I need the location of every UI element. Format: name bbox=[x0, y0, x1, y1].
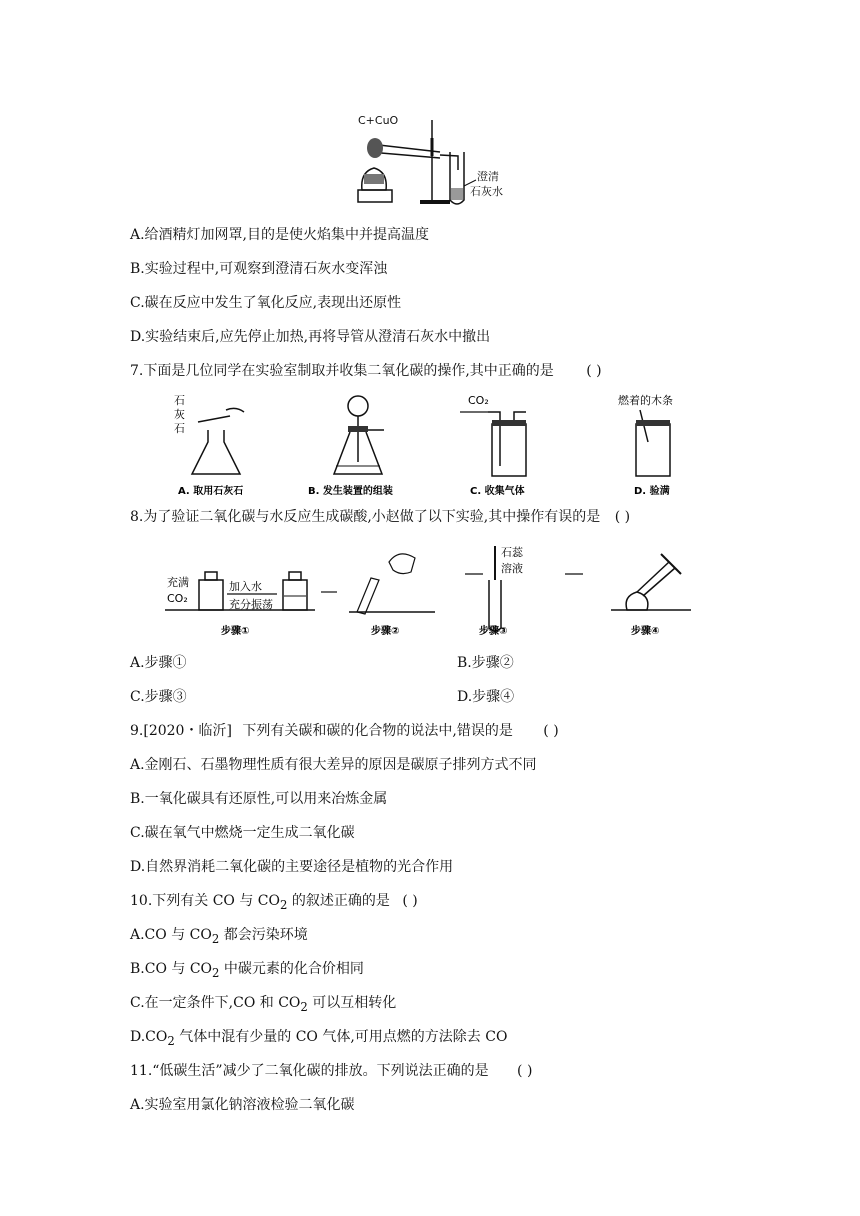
q10-stem-subscript: 2 bbox=[280, 897, 288, 912]
caption-d: D. 验满 bbox=[634, 486, 670, 497]
q9-option-a: A.金刚石、石墨物理性质有很大差异的原因是碳原子排列方式不同 bbox=[130, 757, 537, 773]
q8-option-a: A.步骤① bbox=[130, 655, 187, 671]
q11-stem bbox=[130, 1062, 532, 1080]
limewater-label-2: 石灰水 bbox=[470, 185, 503, 198]
q9-stem bbox=[130, 722, 559, 740]
co2-operations-figure bbox=[170, 392, 700, 502]
limestone-label-3: 石 bbox=[174, 422, 185, 435]
q10-option-d bbox=[130, 1028, 507, 1050]
limestone-label-2: 灰 bbox=[174, 408, 185, 421]
q10-answer-paren: ( ) bbox=[402, 893, 418, 909]
burning-stick-label: 燃着的木条 bbox=[618, 394, 673, 407]
q10-option-d-text-2: 气体中混有少量的 CO 气体,可用点燃的方法除去 CO bbox=[174, 1029, 508, 1045]
reagent-label: C+CuO bbox=[358, 114, 399, 127]
q9-stem-text: 下列有关碳和碳的化合物的说法中,错误的是 bbox=[242, 723, 513, 739]
q10-stem bbox=[130, 892, 418, 914]
q6-option-d: D.实验结束后,应先停止加热,再将导管从澄清石灰水中撤出 bbox=[130, 329, 491, 345]
q10-option-b-text-2: 中碳元素的化合价相同 bbox=[219, 961, 364, 977]
step-1-label: 步骤① bbox=[221, 626, 250, 637]
q10-option-a bbox=[130, 926, 308, 948]
filled-label-1: 充满 bbox=[167, 576, 189, 589]
q6-option-c: C.碳在反应中发生了氧化反应,表现出还原性 bbox=[130, 295, 402, 311]
q10-option-a-text-2: 都会污染环境 bbox=[219, 927, 308, 943]
q7-stem-text: 7.下面是几位同学在实验室制取并收集二氧化碳的操作,其中正确的是 bbox=[130, 363, 554, 379]
q10-option-c-text-2: 可以互相转化 bbox=[307, 995, 397, 1011]
limestone-label-1: 石 bbox=[174, 394, 185, 407]
q10-option-d-text-1: D.CO bbox=[130, 1029, 168, 1045]
q8-stem bbox=[130, 508, 630, 526]
litmus-label-2: 溶液 bbox=[501, 562, 523, 575]
step-4-label: 步骤④ bbox=[631, 626, 660, 637]
q8-option-d: D.步骤④ bbox=[457, 689, 515, 705]
step-3-label: 步骤③ bbox=[479, 626, 508, 637]
q8-option-b: B.步骤② bbox=[457, 655, 514, 671]
q10-option-a-subscript: 2 bbox=[211, 931, 220, 946]
limewater-label-1: 澄清 bbox=[477, 170, 499, 183]
q10-stem-text-1: 10.下列有关 CO 与 CO bbox=[130, 893, 280, 909]
q9-answer-paren: ( ) bbox=[543, 723, 559, 739]
q6-option-b: B.实验过程中,可观察到澄清石灰水变浑浊 bbox=[130, 261, 388, 277]
carbonic-acid-steps-figure bbox=[165, 540, 695, 640]
q9-option-d: D.自然界消耗二氧化碳的主要途径是植物的光合作用 bbox=[130, 859, 454, 875]
q7-answer-paren: ( ) bbox=[586, 363, 602, 379]
litmus-label-1: 石蕊 bbox=[501, 546, 523, 559]
q10-option-b-subscript: 2 bbox=[212, 965, 220, 980]
q10-option-c bbox=[130, 994, 396, 1016]
q8-option-c: C.步骤③ bbox=[130, 689, 187, 705]
carbon-reduction-apparatus-figure bbox=[340, 110, 520, 210]
caption-b: B. 发生装置的组装 bbox=[308, 486, 393, 497]
q11-answer-paren: ( ) bbox=[517, 1063, 533, 1079]
filled-label-2: CO₂ bbox=[167, 592, 188, 605]
q10-option-d-subscript: 2 bbox=[167, 1033, 175, 1048]
caption-c: C. 收集气体 bbox=[470, 486, 525, 497]
add-water-label: 加入水 bbox=[229, 580, 262, 593]
q10-stem-text-2: 的叙述正确的是 bbox=[287, 893, 390, 909]
q10-option-b bbox=[130, 960, 364, 982]
q6-option-a: A.给酒精灯加网罩,目的是使火焰集中并提高温度 bbox=[130, 227, 430, 243]
q7-stem bbox=[130, 362, 602, 380]
step-2-label: 步骤② bbox=[371, 626, 400, 637]
q9-source: 9.[2020・临沂] bbox=[130, 723, 232, 739]
q9-option-b: B.一氧化碳具有还原性,可以用来冶炼金属 bbox=[130, 791, 388, 807]
q11-stem-text: 11.“低碳生活”减少了二氧化碳的排放。下列说法正确的是 bbox=[130, 1063, 489, 1079]
q8-answer-paren: ( ) bbox=[614, 509, 631, 525]
q9-option-c: C.碳在氧气中燃烧一定生成二氧化碳 bbox=[130, 825, 355, 841]
q11-option-a: A.实验室用氯化钠溶液检验二氧化碳 bbox=[130, 1097, 355, 1113]
q10-option-a-text-1: A.CO 与 CO bbox=[130, 927, 212, 943]
caption-a: A. 取用石灰石 bbox=[178, 486, 244, 497]
shake-label: 充分振荡 bbox=[229, 598, 273, 611]
q10-option-b-text-1: B.CO 与 CO bbox=[130, 961, 213, 977]
q10-option-c-text-1: C.在一定条件下,CO 和 CO bbox=[130, 995, 301, 1011]
co2-arrow-label: CO₂ bbox=[468, 394, 489, 407]
q10-option-c-subscript: 2 bbox=[300, 999, 308, 1014]
q8-stem-text: 8.为了验证二氧化碳与水反应生成碳酸,小赵做了以下实验,其中操作有误的是 bbox=[130, 509, 601, 525]
